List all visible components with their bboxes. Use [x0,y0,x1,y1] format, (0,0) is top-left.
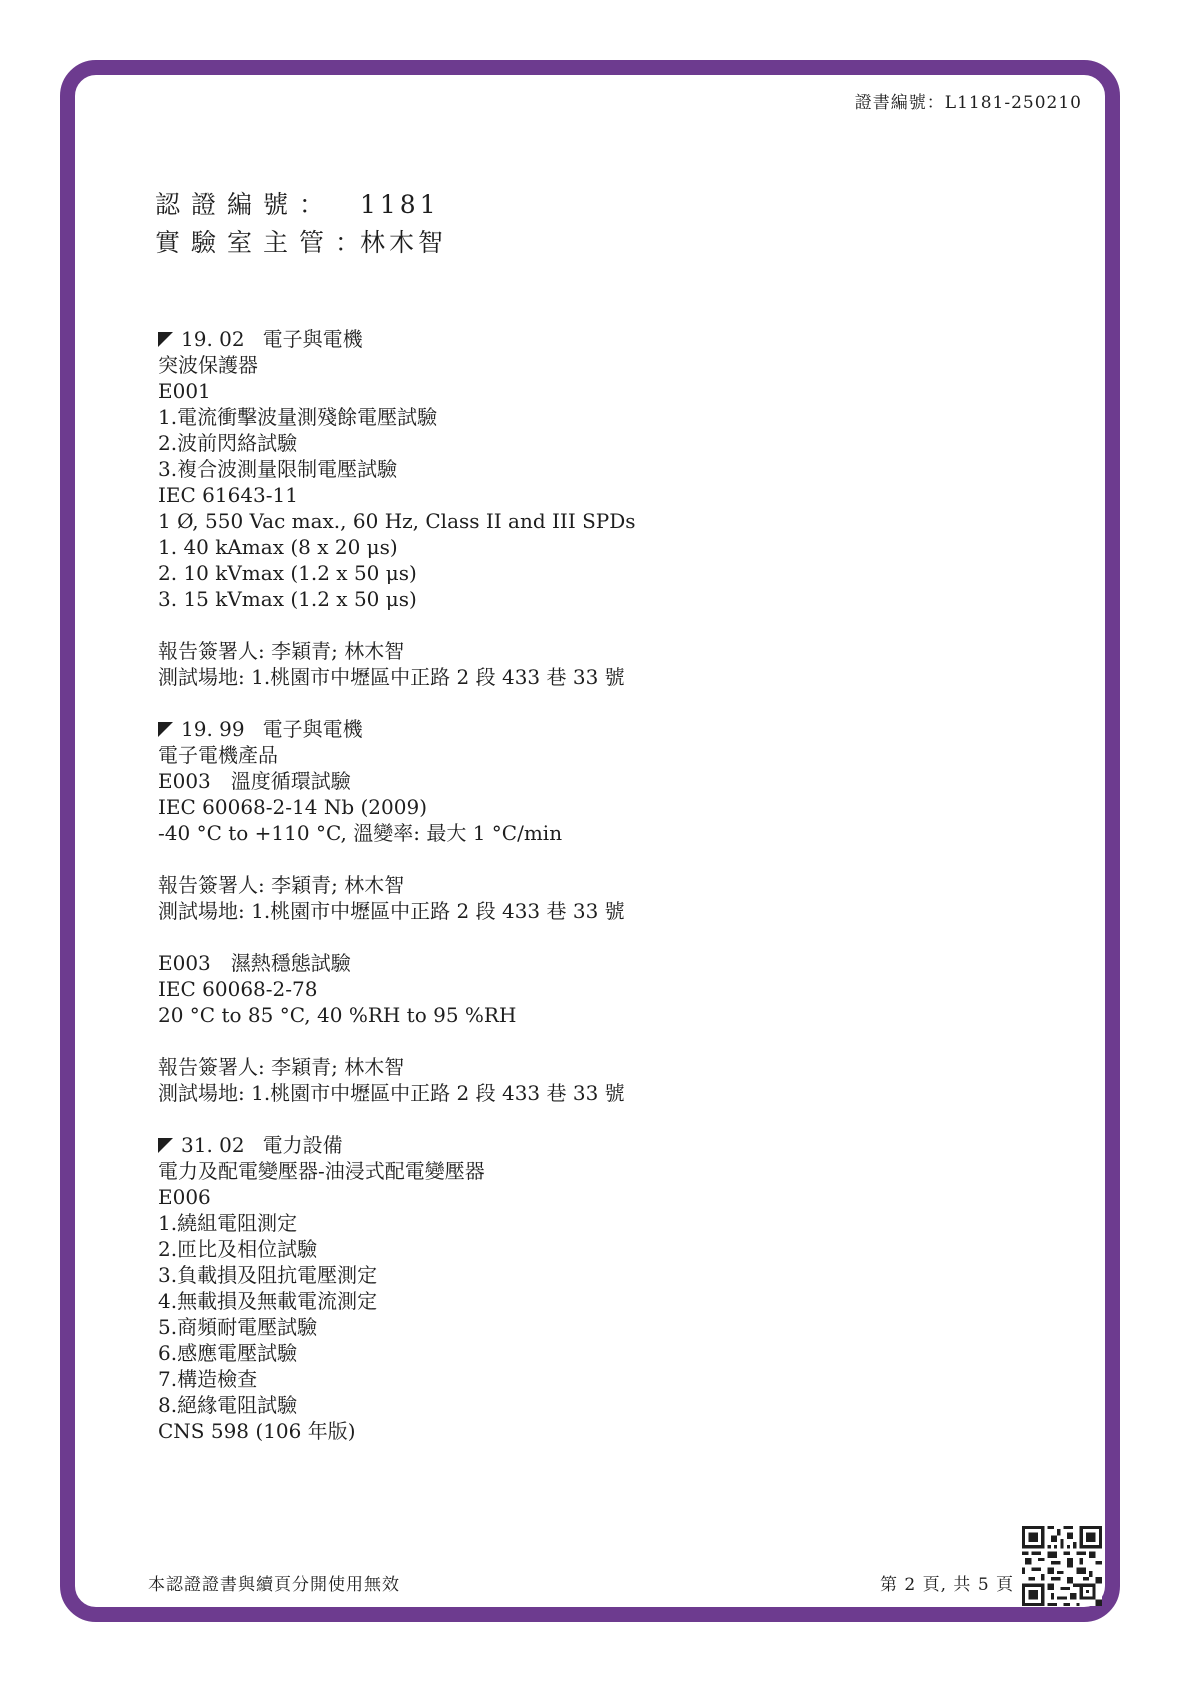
section-line: 6.感應電壓試驗 [158,1341,298,1365]
section-line: 4.無載損及無載電流測定 [158,1289,378,1313]
report-signers: 報告簽署人: 李穎青; 林木智 [158,873,405,897]
section-line: 7.構造檢查 [158,1367,258,1391]
section-line: 8.絕緣電阻試驗 [158,1393,298,1417]
section-line: 1. 40 kAmax (8 x 20 μs) [158,535,398,559]
section-category: 電力設備 [262,1133,343,1157]
page-number: 第 2 頁, 共 5 頁 [880,1575,1015,1595]
section-category: 電子與電機 [262,327,363,351]
section-line: 電力及配電變壓器-油浸式配電變壓器 [158,1159,485,1183]
triangle-marker-icon [158,1138,173,1153]
test-site: 測試場地: 1.桃園市中壢區中正路 2 段 433 巷 33 號 [158,665,625,689]
section-category: 電子與電機 [262,717,363,741]
triangle-marker-icon [158,332,173,347]
triangle-marker-icon [158,722,173,737]
section-code: 31. 02 [181,1133,245,1157]
accreditation-number-label: 認證編號： [155,190,336,219]
section-19-99 [158,716,1008,924]
section-line: 3.複合波測量限制電壓試驗 [158,457,398,481]
report-signers: 報告簽署人: 李穎青; 林木智 [158,1055,405,1079]
section-code: 19. 02 [181,327,245,351]
lab-supervisor-row [155,224,447,262]
scope-content [158,326,1008,1470]
section-line: 3. 15 kVmax (1.2 x 50 μs) [158,587,417,611]
section-line: 1.繞組電阻測定 [158,1211,298,1235]
lab-supervisor-value: 林木智 [360,228,448,257]
section-line: E003 溫度循環試驗 [158,769,351,793]
section-line: 電子電機產品 [158,743,278,767]
qr-code-icon [1022,1526,1102,1606]
section-31-02 [158,1132,1008,1444]
section-line: IEC 61643-11 [158,483,298,507]
accreditation-number-row [155,186,447,224]
section-line: 2.匝比及相位試驗 [158,1237,318,1261]
section-line: 1.電流衝擊波量測殘餘電壓試驗 [158,405,438,429]
section-line: 3.負載損及阻抗電壓測定 [158,1263,378,1287]
section-line: IEC 60068-2-78 [158,977,318,1001]
section-line: 2. 10 kVmax (1.2 x 50 μs) [158,561,417,585]
header-block [155,186,447,262]
report-signers: 報告簽署人: 李穎青; 林木智 [158,639,405,663]
section-line: 2.波前閃絡試驗 [158,431,298,455]
section-title [158,326,1008,352]
accreditation-number-value: 1181 [360,190,440,219]
section-title [158,1132,1008,1158]
section-line: CNS 598 (106 年版) [158,1419,356,1443]
section-line: E001 [158,379,211,403]
section-19-02 [158,326,1008,690]
section-line: -40 °C to +110 °C, 溫變率: 最大 1 °C/min [158,821,563,845]
section-title [158,716,1008,742]
section-e003-humidity [158,950,1008,1106]
test-site: 測試場地: 1.桃園市中壢區中正路 2 段 433 巷 33 號 [158,1081,625,1105]
section-code: 19. 99 [181,717,245,741]
section-line: IEC 60068-2-14 Nb (2009) [158,795,427,819]
validity-notice: 本認證證書與續頁分開使用無效 [148,1575,400,1595]
section-line: E006 [158,1185,211,1209]
certificate-number: 證書編號：L1181-250210 [854,93,1082,113]
test-site: 測試場地: 1.桃園市中壢區中正路 2 段 433 巷 33 號 [158,899,625,923]
section-line: 5.商頻耐電壓試驗 [158,1315,318,1339]
section-line: 突波保護器 [158,353,258,377]
section-line: E003 濕熱穩態試驗 [158,951,351,975]
lab-supervisor-label: 實驗室主管： [155,228,372,257]
section-line: 20 °C to 85 °C, 40 %RH to 95 %RH [158,1003,517,1027]
section-line: 1 Ø, 550 Vac max., 60 Hz, Class II and III SPDs [158,509,636,533]
